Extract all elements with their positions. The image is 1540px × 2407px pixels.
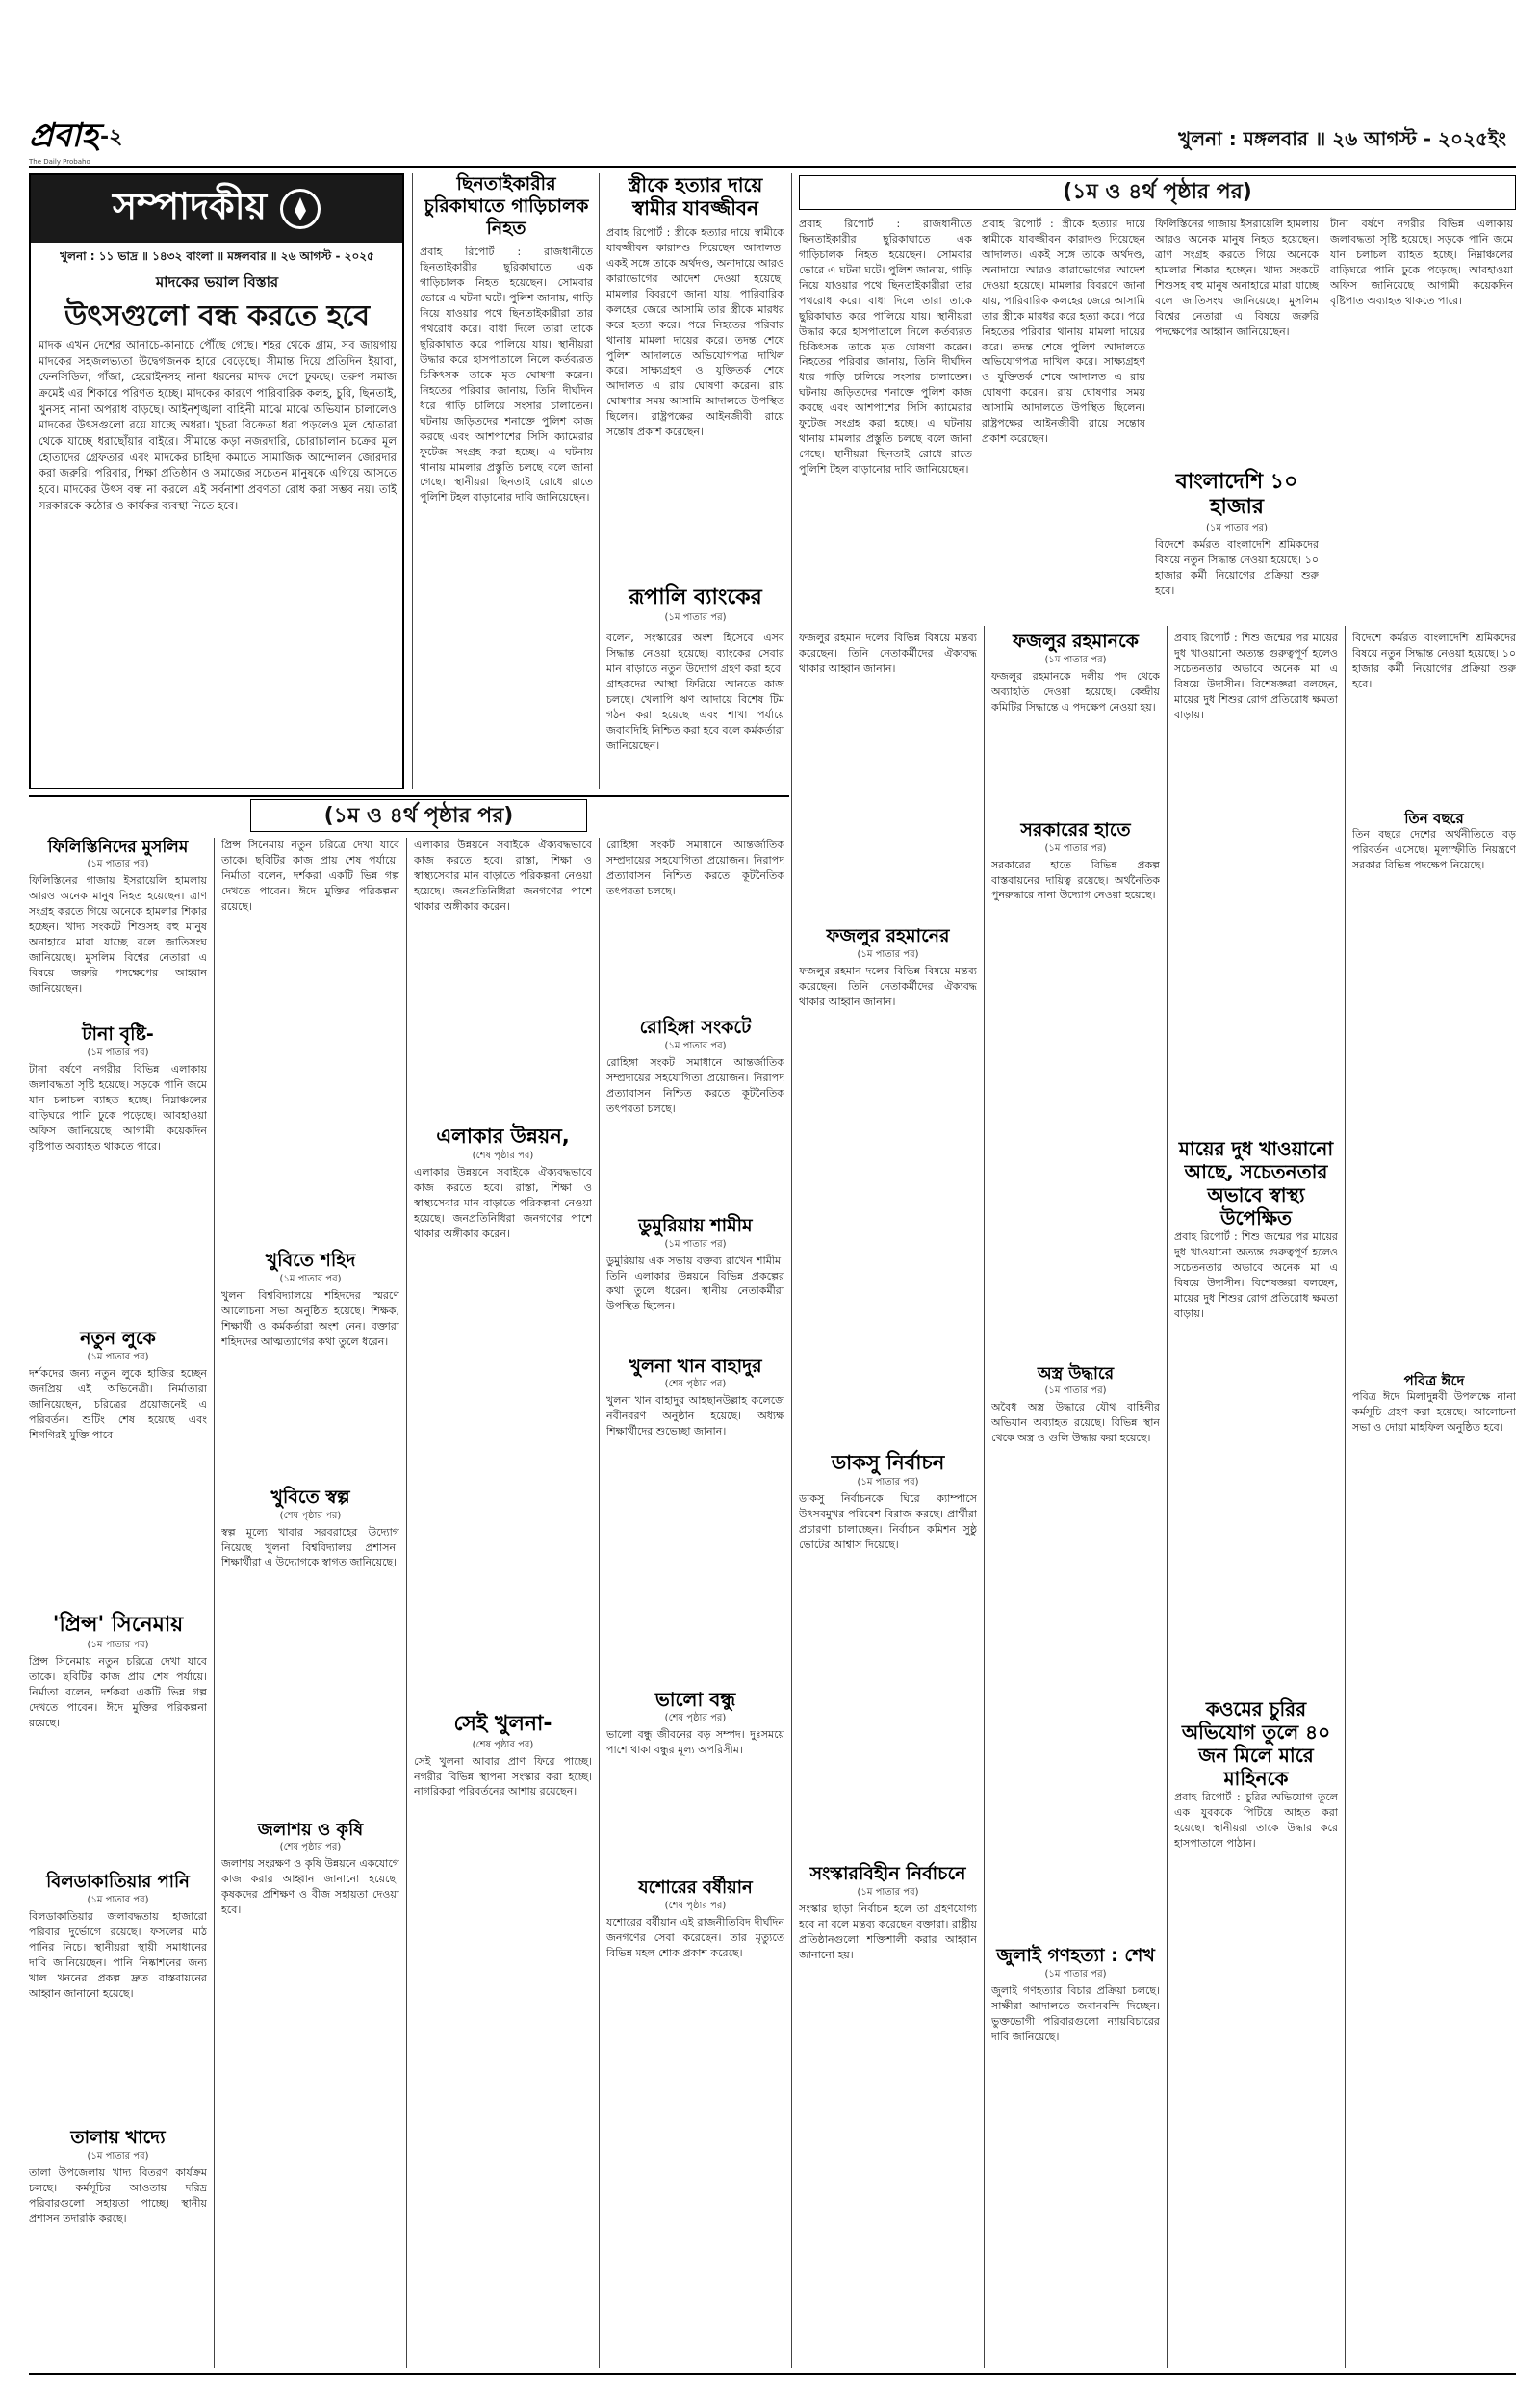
dateline: খুলনা : মঙ্গলবার ॥ ২৬ আগস্ট - ২০২৫ইং	[1178, 127, 1506, 150]
article-headline: মায়ের দুধ খাওয়ানো আছে, সচেতনতার অভাবে স্বাস্থ্য উপেক্ষিত	[1178, 1137, 1334, 1229]
editorial-title-bar	[31, 175, 402, 243]
article-body: ভালো বন্ধু জীবনের বড় সম্পদ। দুঃসময়ে পাশে থাকা বন্ধুর মূল্য অপরিসীম।	[606, 1728, 784, 1757]
article-jump: (শেষ পৃষ্ঠার পর)	[664, 1900, 727, 1911]
column-3	[414, 838, 592, 2368]
left-column	[29, 838, 207, 2368]
article-body: এলাকার উন্নয়নে সবাইকে ঐক্যবদ্ধভাবে কাজ করতে হবে। রাস্তা, শিক্ষা ও স্বাস্থ্যসেবার মান বাড়াতে পরিকল্পনা নেওয়া হয়েছে। জনপ্রতিনিধিরা জনগণের পাশে থাকার অঙ্গীকার করেন।	[414, 839, 592, 913]
article-body: ফিলিস্তিনের গাজায় ইসরায়েলি হামলায় আরও অনেক মানুষ নিহত হয়েছেন। ত্রাণ সংগ্রহ করতে গিয়ে অনেকে হামলার শিকার হচ্ছেন। খাদ্য সংকটে শিশুসহ বহু মানুষ অনাহারে মারা যাচ্ছে বলে জাতিসংঘ জানিয়েছে। মুসলিম বিশ্বের নেতারা এ বিষয়ে জরুরি পদক্ষেপের আহ্বান জানিয়েছেন।	[29, 874, 207, 995]
continued-banner: (১ম ও ৪র্থ পৃষ্ঠার পর)	[799, 175, 1516, 210]
article-body: বিলডাকাতিয়ার জলাবদ্ধতায় হাজারো পরিবার দুর্ভোগে রয়েছে। ফসলের মাঠ পানির নিচে। স্থানীয়রা স্থায়ী সমাধানের দাবি জানিয়েছেন। পানি নিষ্কাশনের জন্য খাল খননের প্রকল্প দ্রুত বাস্তবায়নের আহ্বান জানানো হয়েছে।	[29, 1909, 207, 2000]
article-body: সেই খুলনা আবার প্রাণ ফিরে পাচ্ছে। নগরীর বিভিন্ন স্থাপনা সংস্কার করা হচ্ছে। নাগরিকরা পরিবর্তনের আশায় রয়েছেন।	[414, 1754, 592, 1799]
top-story-2	[606, 173, 784, 789]
article-headline: টানা বৃষ্টি-	[82, 1023, 154, 1046]
column-5	[799, 631, 977, 2368]
col3-stack	[1155, 217, 1319, 701]
article-body: ফজলুর রহমানকে দলীয় পদ থেকে অব্যাহতি দেওয়া হয়েছে। কেন্দ্রীয় কমিটির সিদ্ধান্তে এ পদক্ষেপ নেওয়া হয়।	[991, 669, 1160, 713]
article-body: যশোরের বর্ষীয়ান এই রাজনীতিবিদ দীর্ঘদিন জনগণের সেবা করেছেন। তার মৃত্যুতে বিভিন্ন মহল শোক প্রকাশ করেছে।	[606, 1915, 784, 1959]
top-right-col-1: প্রবাহ রিপোর্ট : রাজধানীতে ছিনতাইকারীর ছুরিকাঘাতে এক গাড়িচালক নিহত হয়েছেন। সোমবার ভোরে এ ঘটনা ঘটে। পুলিশ জানায়, গাড়ি নিয়ে যাওয়ার পথে ছিনতাইকারীরা তার পথরোধ করে। বাধা দিলে তারা তাকে ছুরিকাঘাত করে পালিয়ে যায়। স্থানীয়রা উদ্ধার করে হাসপাতালে নিলে কর্তব্যরত চিকিৎসক তাকে মৃত ঘোষণা করেন। নিহতের পরিবার জানায়, তিনি দীর্ঘদিন ধরে গাড়ি চালিয়ে সংসার চালাতেন। ঘটনায় জড়িতদের শনাক্তে পুলিশ কাজ করছে এবং আশপাশের সিসি ক্যামেরার ফুটেজ সংগ্রহ করা হচ্ছে। এ ঘটনায় থানায় মামলার প্রস্তুতি চলছে বলে জানা গেছে। স্থানীয়রা ছিনতাই রোধে রাতে পুলিশি টহল বাড়ানোর দাবি জানিয়েছেন।	[799, 218, 972, 476]
pen-icon	[280, 189, 321, 229]
article-body: খুলনা বিশ্ববিদ্যালয়ে শহিদদের স্মরণে আলোচনা সভা অনুষ্ঠিত হয়েছে। শিক্ষক, শিক্ষার্থী ও কর্মকর্তারা অংশ নেন। বক্তারা শহিদদের আত্মত্যাগের কথা তুলে ধরেন।	[221, 1288, 399, 1348]
editorial-dateline: খুলনা : ১১ ভাদ্র ॥ ১৪৩২ বাংলা ॥ মঙ্গলবার ॥ ২৬ আগস্ট - ২০২৫	[60, 249, 374, 263]
article-body: বিদেশে কর্মরত বাংলাদেশি শ্রমিকদের বিষয়ে নতুন সিদ্ধান্ত নেওয়া হয়েছে। ১০ হাজার কর্মী নিয়োগের প্রক্রিয়া শুরু হবে।	[1155, 537, 1319, 597]
article-jump: (১ম পাতার পর)	[87, 1351, 149, 1362]
article-headline: খুবিতে শহিদ	[265, 1250, 356, 1271]
article-headline: অস্ত্র উদ্ধারে	[1037, 1363, 1115, 1384]
article-headline: ফজলুর রহমানের	[826, 925, 950, 946]
article-jump: (১ম পাতার পর)	[664, 1040, 727, 1051]
article-jump: (১ম পাতার পর)	[1044, 1385, 1107, 1396]
article-body: খুলনা খান বাহাদুর আহছানউল্লাহ কলেজে নবীনবরণ অনুষ্ঠান হয়েছে। অধ্যক্ষ শিক্ষার্থীদের শুভেচ্ছা জানান।	[606, 1394, 784, 1438]
article-jump: (১ম পাতার পর)	[857, 1886, 919, 1898]
article-headline: ডুমুরিয়ায় শামীম	[638, 1214, 753, 1236]
editorial-kicker: মাদকের ভয়াল বিস্তার	[155, 273, 279, 291]
column-6	[991, 631, 1160, 2368]
editorial-headline: উৎসগুলো বন্ধ করতে হবে	[64, 299, 371, 333]
article-body: রোহিঙ্গা সংকট সমাধানে আন্তর্জাতিক সম্প্রদায়ের সহযোগিতা প্রয়োজন। নিরাপদ প্রত্যাবাসন নিশ্চিত করতে কূটনৈতিক তৎপরতা চলছে।	[606, 839, 784, 897]
article-jump: (শেষ পৃষ্ঠার পর)	[472, 1151, 534, 1162]
article-headline: জলাশয় ও কৃষি	[257, 1819, 364, 1840]
article-jump: (১ম পাতার পর)	[87, 1048, 149, 1059]
article-body: স্বল্প মূল্যে খাবার সরবরাহের উদ্যোগ নিয়েছে খুলনা বিশ্ববিদ্যালয় প্রশাসন। শিক্ষার্থীরা এ উদ্যোগকে স্বাগত জানিয়েছে।	[221, 1525, 399, 1569]
top-right-col-2: প্রবাহ রিপোর্ট : স্ত্রীকে হত্যার দায়ে স্বামীকে যাবজ্জীবন কারাদণ্ড দিয়েছেন আদালত। একই সঙ্গে তাকে অর্থদণ্ড, অনাদায়ে আরও কারাভোগের আদেশ দেওয়া হয়েছে। মামলার বিবরণে জানা যায়, পারিবারিক কলহের জেরে আসামি তার স্ত্রীকে মারধর করে হত্যা করে। পরে নিহতের পরিবার থানায় মামলা দায়ের করে। তদন্ত শেষে পুলিশ আদালতে অভিযোগপত্র দাখিল করে। সাক্ষ্যগ্রহণ ও যুক্তিতর্ক শেষে আদালত এ রায় ঘোষণা করেন। রায় ঘোষণার সময় আসামি আদালতে উপস্থিত ছিলেন। রাষ্ট্রপক্ষের আইনজীবী রায়ে সন্তোষ প্রকাশ করেছেন।	[982, 218, 1145, 446]
article-jump: (শেষ পৃষ্ঠার পর)	[664, 1713, 727, 1724]
article-headline: খুবিতে স্বল্প	[270, 1486, 350, 1508]
logo-text: প্রবাহ	[29, 116, 99, 155]
article-headline: তালায় খাদ্যে	[70, 2126, 166, 2148]
article-headline: সংস্কারবিহীন নির্বাচনে	[809, 1862, 966, 1884]
article-jump: (১ম পাতার পর)	[664, 612, 727, 624]
article-jump: (শেষ পৃষ্ঠার পর)	[279, 1510, 342, 1521]
page-number: -২	[100, 124, 123, 149]
article-body: প্রবাহ রিপোর্ট : রাজধানীতে ছিনতাইকারীর ছুরিকাঘাতে এক গাড়িচালক নিহত হয়েছেন। সোমবার ভোরে এ ঘটনা ঘটে। পুলিশ জানায়, গাড়ি নিয়ে যাওয়ার পথে ছিনতাইকারীরা তার পথরোধ করে। বাধা দিলে তারা তাকে ছুরিকাঘাত করে পালিয়ে যায়। স্থানীয়রা উদ্ধার করে হাসপাতালে নিলে কর্তব্যরত চিকিৎসক তাকে মৃত ঘোষণা করেন। নিহতের পরিবার জানায়, তিনি দীর্ঘদিন ধরে গাড়ি চালিয়ে সংসার চালাতেন। ঘটনায় জড়িতদের শনাক্তে পুলিশ কাজ করছে এবং আশপাশের সিসি ক্যামেরার ফুটেজ সংগ্রহ করা হচ্ছে। এ ঘটনায় থানায় মামলার প্রস্তুতি চলছে বলে জানা গেছে। স্থানীয়রা ছিনতাই রোধে রাতে পুলিশি টহল বাড়ানোর দাবি জানিয়েছেন।	[420, 246, 593, 505]
column-4	[606, 838, 784, 2368]
article-body: এলাকার উন্নয়নে সবাইকে ঐক্যবদ্ধভাবে কাজ করতে হবে। রাস্তা, শিক্ষা ও স্বাস্থ্যসেবার মান বাড়াতে পরিকল্পনা নেওয়া হয়েছে। জনপ্রতিনিধিরা জনগণের পাশে থাকার অঙ্গীকার করেন।	[414, 1166, 592, 1240]
article-body: দর্শকদের জন্য নতুন লুকে হাজির হচ্ছেন জনপ্রিয় এই অভিনেত্রী। নির্মাতারা জানিয়েছেন, চরিত্রের প্রয়োজনেই এ পরিবর্তন। শুটিং শেষ হয়েছে এবং শিগগিরই মুক্তি পাবে।	[29, 1366, 207, 1441]
column-8	[1352, 631, 1516, 2368]
article-body: প্রিন্স সিনেমায় নতুন চরিত্রে দেখা যাবে তাকে। ছবিটির কাজ প্রায় শেষ পর্যায়ে। নির্মাতা বলেন, দর্শকরা একটি ভিন্ন গল্প দেখতে পাবেন। ঈদে মুক্তির পরিকল্পনা রয়েছে।	[29, 1655, 207, 1730]
article-jump: (১ম পাতার পর)	[87, 1894, 149, 1905]
article-body: ডাকসু নির্বাচনকে ঘিরে ক্যাম্পাসে উৎসবমুখর পরিবেশ বিরাজ করছে। প্রার্থীরা প্রচারণা চালাচ্ছেন। নির্বাচন কমিশন সুষ্ঠু ভোটের আশ্বাস দিয়েছে।	[799, 1491, 977, 1551]
editorial-title: সম্পাদকীয়	[113, 185, 267, 227]
article-body: বলেন, সংস্কারের অংশ হিসেবে এসব সিদ্ধান্ত নেওয়া হয়েছে। ব্যাংকের সেবার মান বাড়াতে নতুন উদ্যোগ গ্রহণ করা হবে। গ্রাহকদের আস্থা ফিরিয়ে আনতে কাজ চলছে। খেলাপি ঋণ আদায়ে বিশেষ টিম গঠন করা হয়েছে এবং শাখা পর্যায়ে জবাবদিহি নিশ্চিত করা হবে বলে কর্মকর্তারা জানিয়েছেন।	[606, 632, 784, 752]
article-body: প্রবাহ রিপোর্ট : শিশু জন্মের পর মায়ের দুধ খাওয়ানো অত্যন্ত গুরুত্বপূর্ণ হলেও সচেতনতার অভাবে অনেক মা এ বিষয়ে উদাসীন। বিশেষজ্ঞরা বলছেন, মায়ের দুধ শিশুর রোগ প্রতিরোধ ক্ষমতা বাড়ায়।	[1174, 632, 1338, 721]
article-jump: (শেষ পৃষ্ঠার পর)	[279, 1842, 342, 1853]
article-body: প্রবাহ রিপোর্ট : চুরির অভিযোগ তুলে এক যুবককে পিটিয়ে আহত করা হয়েছে। স্থানীয়রা তাকে উদ্ধার করে হাসপাতালে পাঠান।	[1174, 1791, 1338, 1850]
article-headline: ফিলিস্তিনিদের মুসলিম	[47, 838, 189, 857]
article-headline: বাংলাদেশি ১০ হাজার	[1175, 470, 1298, 520]
column-7	[1174, 631, 1338, 2368]
article-body: রোহিঙ্গা সংকট সমাধানে আন্তর্জাতিক সম্প্রদায়ের সহযোগিতা প্রয়োজন। নিরাপদ প্রত্যাবাসন নিশ্চিত করতে কূটনৈতিক তৎপরতা চলছে।	[606, 1055, 784, 1115]
article-headline: রূপালি ব্যাংকের	[629, 585, 762, 609]
article-headline: 'প্রিন্স' সিনেমায়	[52, 1612, 184, 1637]
article-body: টানা বর্ষণে নগরীর বিভিন্ন এলাকায় জলাবদ্ধতা সৃষ্টি হয়েছে। সড়কে পানি জমে যান চলাচল ব্যাহত হচ্ছে। নিম্নাঞ্চলের বাড়িঘরে পানি ঢুকে পড়েছে। আবহাওয়া অফিস জানিয়েছে আগামী কয়েকদিন বৃষ্টিপাত অব্যাহত থাকতে পারে।	[1330, 218, 1513, 307]
article-jump: (শেষ পৃষ্ঠার পর)	[664, 1379, 727, 1390]
article-headline: ফজলুর রহমানকে	[1013, 631, 1139, 652]
article-jump: (১ম পাতার পর)	[857, 948, 919, 960]
article-headline: তিন বছরে	[1404, 810, 1464, 827]
article-headline: সরকারের হাতে	[1020, 818, 1131, 841]
article-body: তালা উপজেলায় খাদ্য বিতরণ কার্যক্রম চলছে। কর্মসূচির আওতায় দরিদ্র পরিবারগুলো সহায়তা পাচ্ছে। স্থানীয় প্রশাসন তদারকি করছে।	[29, 2165, 207, 2225]
article-headline: খুলনা খান বাহাদুর	[629, 1355, 762, 1377]
article-body: জুলাই গণহত্যার বিচার প্রক্রিয়া চলছে। সাক্ষীরা আদালতে জবানবন্দি দিচ্ছেন। ভুক্তভোগী পরিবারগুলো ন্যায়বিচারের দাবি জানিয়েছে।	[991, 1983, 1160, 2043]
bottom-rule	[29, 2373, 1516, 2375]
article-jump: (১ম পাতার পর)	[87, 859, 149, 870]
article-jump: (১ম পাতার পর)	[1044, 842, 1107, 854]
article-headline: ডাকসু নির্বাচন	[831, 1450, 945, 1474]
article-headline: পবিত্র ঈদে	[1403, 1372, 1465, 1389]
article-body: প্রবাহ রিপোর্ট : শিশু জন্মের পর মায়ের দুধ খাওয়ানো অত্যন্ত গুরুত্বপূর্ণ হলেও সচেতনতার অভাবে অনেক মা এ বিষয়ে উদাসীন। বিশেষজ্ঞরা বলছেন, মায়ের দুধ শিশুর রোগ প্রতিরোধ ক্ষমতা বাড়ায়।	[1174, 1230, 1338, 1320]
article-jump: (১ম পাতার পর)	[1044, 654, 1107, 665]
article-headline: বিলডাকাতিয়ার পানি	[46, 1872, 190, 1893]
article-headline: যশোরের বর্ষীয়ান	[638, 1877, 753, 1899]
article-body: ডুমুরিয়ায় এক সভায় বক্তব্য রাখেন শামীম। তিনি এলাকার উন্নয়নে বিভিন্ন প্রকল্পের কথা তুলে ধরেন। স্থানীয় নেতাকর্মীরা উপস্থিত ছিলেন।	[606, 1254, 784, 1313]
article-body: ফজলুর রহমান দলের বিভিন্ন বিষয়ে মন্তব্য করেছেন। তিনি নেতাকর্মীদের ঐক্যবদ্ধ থাকার আহ্বান জানান।	[799, 632, 977, 675]
masthead	[29, 114, 1516, 166]
editorial-box	[29, 173, 404, 789]
article-headline: এলাকার উন্নয়ন,	[436, 1125, 570, 1148]
article-body: ফজলুর রহমান দলের বিভিন্ন বিষয়ে মন্তব্য করেছেন। তিনি নেতাকর্মীদের ঐক্যবদ্ধ থাকার আহ্বান জানান।	[799, 964, 977, 1008]
article-body: বিদেশে কর্মরত বাংলাদেশি শ্রমিকদের বিষয়ে নতুন সিদ্ধান্ত নেওয়া হয়েছে। ১০ হাজার কর্মী নিয়োগের প্রক্রিয়া শুরু হবে।	[1352, 632, 1516, 690]
article-jump: (১ম পাতার পর)	[87, 2150, 149, 2161]
article-jump: (১ম পাতার পর)	[664, 1238, 727, 1250]
article-headline: নতুন লুকে	[80, 1328, 156, 1350]
article-body: তিন বছরে দেশের অর্থনীতিতে বড় পরিবর্তন এসেছে। মূল্যস্ফীতি নিয়ন্ত্রণে সরকার বিভিন্ন পদক্ষেপ নিয়েছে।	[1352, 828, 1516, 871]
article-jump: (১ম পাতার পর)	[857, 1476, 919, 1488]
article-headline: সেই খুলনা-	[453, 1712, 552, 1737]
continued-banner-mid: (১ম ও ৪র্থ পৃষ্ঠার পর)	[250, 799, 587, 832]
article-headline: রোহিঙ্গা সংকটে	[639, 1017, 752, 1038]
article-body: প্রিন্স সিনেমায় নতুন চরিত্রে দেখা যাবে তাকে। ছবিটির কাজ প্রায় শেষ পর্যায়ে। নির্মাতা বলেন, দর্শকরা একটি ভিন্ন গল্প দেখতে পাবেন। ঈদে মুক্তির পরিকল্পনা রয়েছে।	[221, 839, 399, 913]
article-body: ফিলিস্তিনের গাজায় ইসরায়েলি হামলায় আরও অনেক মানুষ নিহত হয়েছেন। ত্রাণ সংগ্রহ করতে গিয়ে অনেকে হামলার শিকার হচ্ছেন। খাদ্য সংকটে শিশুসহ বহু মানুষ অনাহারে মারা যাচ্ছে বলে জাতিসংঘ জানিয়েছে। মুসলিম বিশ্বের নেতারা এ বিষয়ে জরুরি পদক্ষেপের আহ্বান জানিয়েছেন।	[1155, 218, 1319, 338]
article-body: জলাশয় সংরক্ষণ ও কৃষি উন্নয়নে একযোগে কাজ করার আহ্বান জানানো হয়েছে। কৃষকদের প্রশিক্ষণ ও বীজ সহায়তা দেওয়া হবে।	[221, 1857, 399, 1916]
editorial-body: মাদক এখন দেশের আনাচে-কানাচে পৌঁছে গেছে। শহর থেকে গ্রাম, সব জায়গায় মাদকের সহজলভ্যতা উদ্বেগজনক হারে বেড়েছে। সীমান্ত দিয়ে প্রতিদিন ইয়াবা, ফেনসিডিল, গাঁজা, হেরোইনসহ নানা ধরনের মাদক দেশে ঢুকছে। তরুণ সমাজ ক্রমেই এর শিকারে পরিণত হচ্ছে। মাদকের কারণে পারিবারিক কলহ, চুরি, ছিনতাই, খুনসহ নানা অপরাধ বাড়ছে। আইনশৃঙ্খলা বাহিনী মাঝে মাঝে অভিযান চালালেও মাদকের উৎসগুলো রয়ে যাচ্ছে অধরা। খুচরা বিক্রেতা ধরা পড়লেও মূল হোতারা থেকে যাচ্ছে ধরাছোঁয়ার বাইরে। সীমান্তে কড়া নজরদারি, চোরাচালান চক্রের মূল হোতাদের গ্রেফতার এবং মাদকের চাহিদা কমাতে সামাজিক আন্দোলন জোরদার করা জরুরি। পরিবার, শিক্ষা প্রতিষ্ঠান ও সমাজের সচেতন মানুষকে এগিয়ে আসতে হবে। মাদকের উৎস বন্ধ না করলে এই সর্বনাশা প্রবণতা রোধ করা সম্ভব নয়। তাই সরকারকে কঠোর ও কার্যকর ব্যবস্থা নিতে হবে।	[38, 338, 397, 512]
article-jump: (১ম পাতার পর)	[279, 1273, 342, 1284]
article-jump: (১ম পাতার পর)	[1205, 522, 1269, 533]
article-headline: ভালো বন্ধু	[654, 1688, 736, 1712]
column-2	[221, 838, 399, 2368]
article-body: সংস্কার ছাড়া নির্বাচন হলে তা গ্রহণযোগ্য হবে না বলে মন্তব্য করেছেন বক্তারা। রাষ্ট্রীয় প্রতিষ্ঠানগুলো শক্তিশালী করার আহ্বান জানানো হয়।	[799, 1902, 977, 1961]
top-story-1	[420, 173, 593, 789]
article-body: সরকারের হাতে বিভিন্ন প্রকল্প বাস্তবায়নের দায়িত্ব রয়েছে। অর্থনৈতিক পুনরুদ্ধারে নানা উদ্যোগ নেওয়া হয়েছে।	[991, 858, 1160, 902]
article-jump: (১ম পাতার পর)	[1044, 1968, 1107, 1980]
article-body: পবিত্র ঈদে মিলাদুন্নবী উপলক্ষে নানা কর্মসূচি গ্রহণ করা হয়েছে। আলোচনা সভা ও দোয়া মাহফিল অনুষ্ঠিত হবে।	[1352, 1390, 1516, 1434]
masthead-rule	[29, 166, 1516, 168]
logo	[29, 114, 212, 162]
article-jump: (১ম পাতার পর)	[87, 1640, 149, 1651]
article-headline: ছিনতাইকারীর চুরিকাঘাতে গাড়িচালক নিহত	[424, 173, 589, 239]
article-body: টানা বর্ষণে নগরীর বিভিন্ন এলাকায় জলাবদ্ধতা সৃষ্টি হয়েছে। সড়কে পানি জমে যান চলাচল ব্যাহত হচ্ছে। নিম্নাঞ্চলের বাড়িঘরে পানি ঢুকে পড়েছে। আবহাওয়া অফিস জানিয়েছে আগামী কয়েকদিন বৃষ্টিপাত অব্যাহত থাকতে পারে।	[29, 1063, 207, 1152]
logo-tagline: The Daily Probaho	[29, 158, 90, 166]
article-jump: (শেষ পৃষ্ঠার পর)	[472, 1739, 534, 1750]
article-headline: কওমের চুরির অভিযোগ তুলে ৪০ জন মিলে মারে মাহিনকে	[1181, 1697, 1331, 1790]
article-body: অবৈধ অস্ত্র উদ্ধারে যৌথ বাহিনীর অভিযান অব্যাহত রয়েছে। বিভিন্ন স্থান থেকে অস্ত্র ও গুলি উদ্ধার করা হয়েছে।	[991, 1400, 1160, 1444]
article-headline: স্ত্রীকে হত্যার দায়ে স্বামীর যাবজ্জীবন	[628, 173, 763, 220]
article-headline: জুলাই গণহত্যা : শেখ	[996, 1944, 1155, 1966]
article-body: প্রবাহ রিপোর্ট : স্ত্রীকে হত্যার দায়ে স্বামীকে যাবজ্জীবন কারাদণ্ড দিয়েছেন আদালত। একই সঙ্গে তাকে অর্থদণ্ড, অনাদায়ে আরও কারাভোগের আদেশ দেওয়া হয়েছে। মামলার বিবরণে জানা যায়, পারিবারিক কলহের জেরে আসামি তার স্ত্রীকে মারধর করে হত্যা করে। পরে নিহতের পরিবার থানায় মামলা দায়ের করে। তদন্ত শেষে পুলিশ আদালতে অভিযোগপত্র দাখিল করে। সাক্ষ্যগ্রহণ ও যুক্তিতর্ক শেষে আদালত এ রায় ঘোষণা করেন। রায় ঘোষণার সময় আসামি আদালতে উপস্থিত ছিলেন। রাষ্ট্রপক্ষের আইনজীবী রায়ে সন্তোষ প্রকাশ করেছেন।	[606, 226, 784, 439]
